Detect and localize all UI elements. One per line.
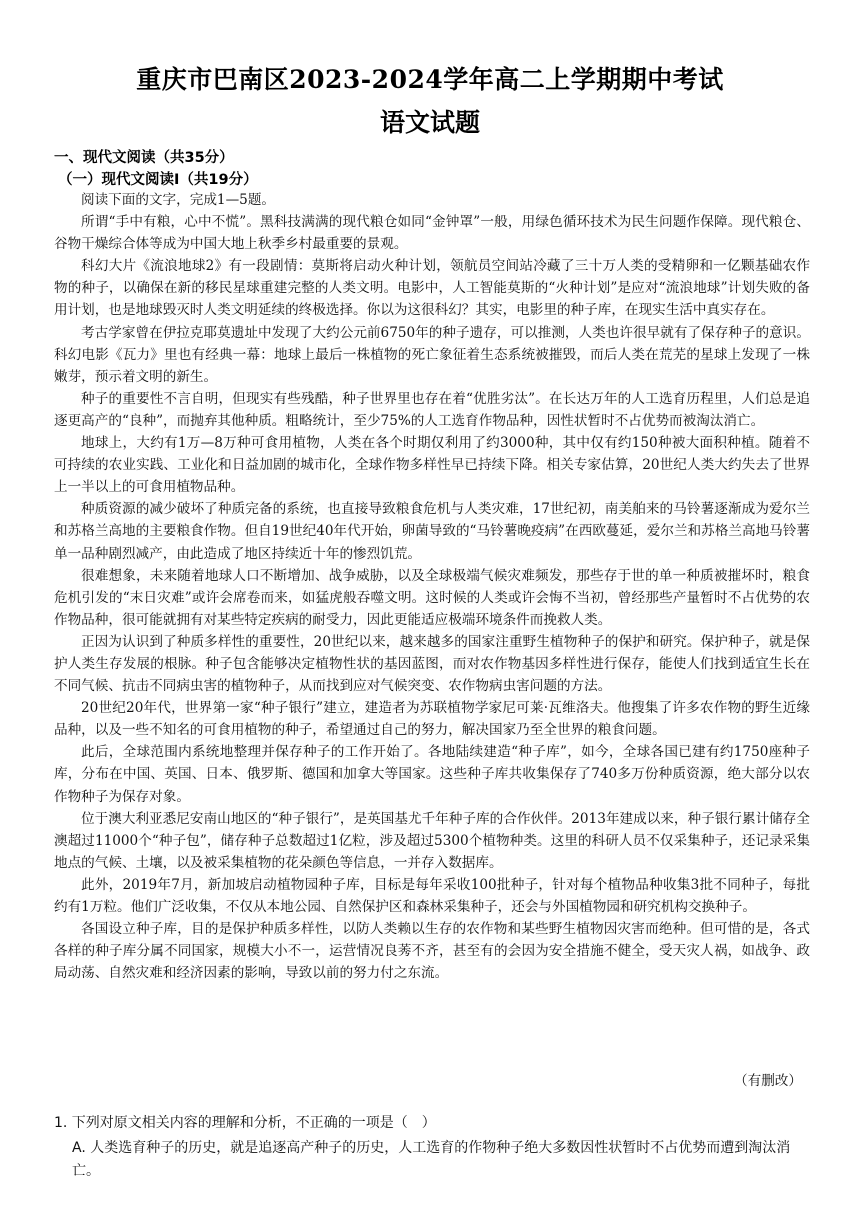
paragraph: 20世纪20年代，世界第一家“种子银行”建立，建造者为苏联植物学家尼可莱·瓦维洛夫。他搜集了许多农作物的野生近缘品种，以及一些不知名的可食用植物的种子，希望通过自己的努力，解决国家乃至全世界的粮食问题。 xyxy=(54,700,810,739)
paragraph: 考古学家曾在伊拉克耶莫遗址中发现了大约公元前6750年的种子遗存，可以推测，人类也许很早就有了保存种子的意识。科幻电影《瓦力》里也有经典一幕：地球上最后一株植物的死亡象征着生态系统被摧毁，而后人类在荒芜的星球上发现了一株嫩芽，预示着文明的新生。 xyxy=(54,324,810,385)
source-note: （有删改） xyxy=(734,1073,802,1089)
paragraph: 此外，2019年7月，新加坡启动植物园种子库，目标是每年采收100批种子，针对每个植物品种收集3批不同种子，每批约有1万粒。他们广泛收集，不仅从本地公园、自然保护区和森林采集种子，还会与外国植物园和研究机构交换种子。 xyxy=(54,876,810,915)
paragraph: 各国设立种子库，目的是保护种质多样性，以防人类赖以生存的农作物和某些野生植物因灾害而绝种。但可惜的是，各式各样的种子库分属不同国家，规模大小不一，运营情况良莠不齐，甚至有的会因为安全措施不健全，受天灾人祸，如战争、政局动荡、自然灾难和经济因素的影响，导致以前的努力付之东流。 xyxy=(54,921,810,982)
question-1: 1. 下列对原文相关内容的理解和分析，不正确的一项是（ ） xyxy=(54,1115,436,1131)
paragraph: 所谓“手中有粮，心中不慌”。黑科技满满的现代粮仓如同“金钟罩”一般，用绿色循环技术为民生问题作保障。现代粮仓、谷物干燥综合体等成为中国大地上秋季乡村最重要的景观。 xyxy=(54,214,810,253)
paragraph: 地球上，大约有1万—8万种可食用植物，人类在各个时期仅利用了约3000种，其中仅有约150种被大面积种植。随着不可持续的农业实践、工业化和日益加剧的城市化，全球作物多样性早已持续下降。相关专家估算，20世纪人类大约失去了世界上一半以上的可食用植物品种。 xyxy=(54,435,810,496)
paragraph: 很难想象，未来随着地球人口不断增加、战争威胁，以及全球极端气候灾难频发，那些存于世的单一种质被摧坏时，粮食危机引发的“末日灾难”或许会席卷而来，如猛虎般吞噬文明。这时候的人类或许会悔不当初，曾经那些产量暂时不占优势的农作物品种，很可能就拥有对某些特定疾病的耐受力，因此更能适应极端环境条件而挽救人类。 xyxy=(54,567,810,628)
paragraph: 位于澳大利亚悉尼安南山地区的“种子银行”，是英国基尤千年种子库的合作伙伴。2013年建成以来，种子银行累计储存全澳超过11000个“种子包”，储存种子总数超过1亿粒，涉及超过5300个植物种类。这里的科研人员不仅采集种子，还记录采集地点的气候、土壤，以及被采集植物的花朵颜色等信息，一并存入数据库。 xyxy=(54,810,810,871)
paragraph: 正因为认识到了种质多样性的重要性，20世纪以来，越来越多的国家注重野生植物种子的保护和研究。保护种子，就是保护人类生存发展的根脉。种子包含能够决定植物性状的基因蓝图，而对农作物基因多样性进行保存，能使人们找到适宜生长在不同气候、抗击不同病虫害的植物种子，从而找到应对气候突变、农作物病虫害问题的方法。 xyxy=(54,633,810,695)
section-heading: 一、现代文阅读（共35分） xyxy=(54,150,234,166)
paragraph: 此后，全球范围内系统地整理并保存种子的工作开始了。各地陆续建造“种子库”，如今，全球各国已建有约1750座种子库，分布在中国、英国、日本、俄罗斯、德国和加拿大等国家。这些种子库共收集保存了740多万份种质资源，绝大部分以农作物种子为保存对象。 xyxy=(54,744,810,805)
paragraph: 种质资源的减少破坏了种质完备的系统，也直接导致粮食危机与人类灾难，17世纪初，南美舶来的马铃薯逐渐成为爱尔兰和苏格兰高地的主要粮食作物。但自19世纪40年代开始，卵菌导致的“马铃薯晚疫病”在西欧蔓延，爱尔兰和苏格兰高地马铃薯单一品种剧烈减产，由此造成了地区持续近十年的惨烈饥荒。 xyxy=(54,501,810,562)
paragraph: 种子的重要性不言自明，但现实有些残酷，种子世界里也存在着“优胜劣汰”。在长达万年的人工选育历程里，人们总是追逐更高产的“良种”，而抛弃其他种质。粗略统计，至少75%的人工选育作物品种，因性状暂时不占优势而被淘汰消亡。 xyxy=(54,390,810,429)
reading-passage xyxy=(54,189,810,984)
exam-title: 重庆市巴南区2023-2024学年高二上学期期中考试 xyxy=(136,65,724,94)
paragraph: 科幻大片《流浪地球2》有一段剧情：莫斯将启动火种计划，领航员空间站冷藏了三十万人类的受精卵和一亿颗基础农作物的种子，以确保在新的移民星球重建完整的人类文明。电影中，人工智能莫斯的“火种计划”是应对“流浪地球”计划失败的备用计划，也是地球毁灭时人类文明延续的终极选择。你以为这很科幻？其实，电影里的种子库，在现实生活中真实存在。 xyxy=(54,258,810,319)
subject-title: 语文试题 xyxy=(379,108,480,137)
subsection-heading: （一）现代文阅读I（共19分） xyxy=(58,172,258,188)
paragraph: 阅读下面的文字，完成1—5题。 xyxy=(81,192,276,208)
option-a: A. 人类选育种子的历史，就是追逐高产种子的历史，人工选育的作物种子绝大多数因性状暂时不占优势而遭到淘汰消亡。 xyxy=(72,1140,791,1179)
